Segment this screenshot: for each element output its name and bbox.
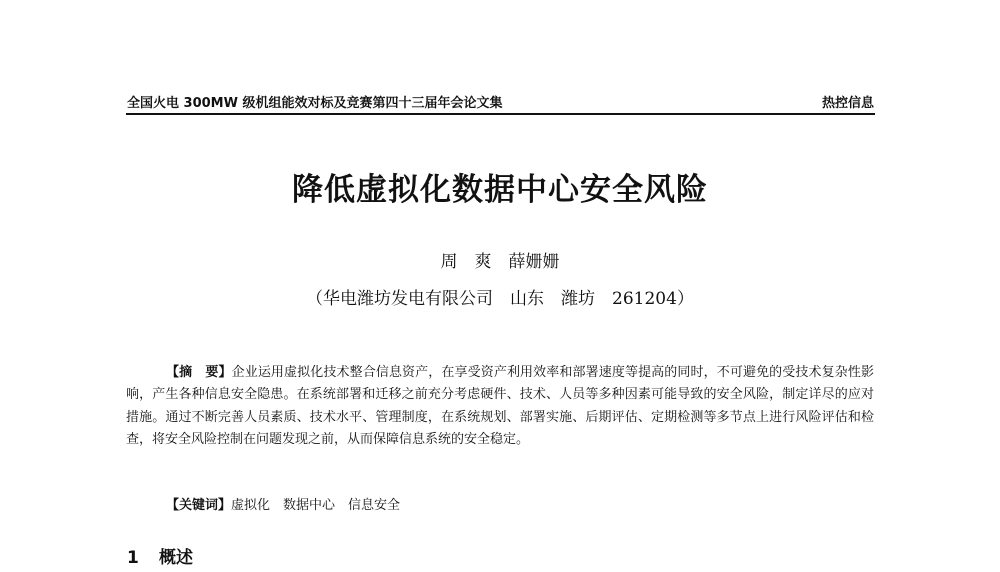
affiliation: （华电潍坊发电有限公司 山东 潍坊 261204）	[306, 289, 694, 309]
abstract-label-close: 】	[218, 365, 232, 380]
journal-title: 全国火电 300MW 级机组能效对标及竞赛第四十三届年会论文集	[127, 96, 503, 111]
keywords	[166, 495, 874, 517]
keywords-text: 虚拟化 数据中心 信息安全	[231, 498, 401, 513]
abstract-text: 企业运用虚拟化技术整合信息资产，在享受资产利用效率和部署速度等提高的同时，不可避免的受技术复杂性影响，产生各种信息安全隐患。在系统部署和迁移之前充分考虑硬件、技术、人员等多种因素可能导致的安全风险，制定详尽的应对措施。通过不断完善人员素质、技术水平、管理制度，在系统规划、部署实施、后期评估、定期检测等多节点上进行风险评估和检查，将安全风险控制在问题发现之前，从而保障信息系统的安全稳定。	[126, 365, 874, 447]
abstract	[126, 362, 874, 451]
section-title: 概述	[159, 548, 193, 568]
header-rule	[126, 113, 875, 115]
section-number: 1	[127, 548, 139, 568]
keywords-label: 【关键词】	[166, 498, 232, 513]
section-heading	[127, 546, 193, 570]
abstract-label-text: 摘 要	[179, 365, 219, 380]
section-label: 热控信息	[821, 96, 874, 111]
abstract-label	[166, 365, 232, 380]
abstract-label-open: 【	[166, 365, 180, 380]
paper-title: 降低虚拟化数据中心安全风险	[292, 172, 708, 208]
authors: 周 爽 薛姗姗	[440, 252, 560, 272]
